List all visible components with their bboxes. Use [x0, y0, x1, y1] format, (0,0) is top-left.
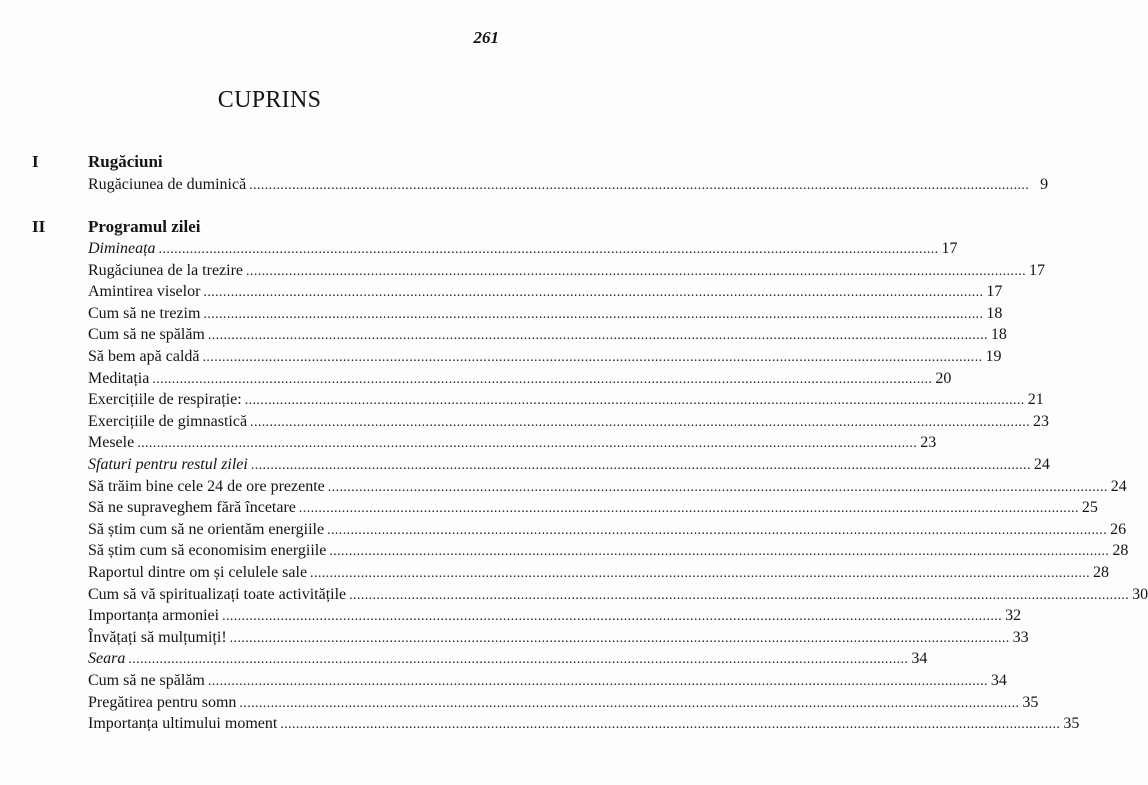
- entry-title: Să știm cum să economisim energiile: [88, 542, 327, 560]
- entry-page-number: 17: [986, 283, 1003, 301]
- dot-leader: ........................................................................................................................................................................................................: [222, 609, 1003, 625]
- entry-title: Importanța ultimului moment: [88, 715, 278, 733]
- entry-page-number: 23: [1033, 412, 1050, 430]
- toc-entry: [88, 176, 1049, 198]
- entry-title: Raportul dintre om și celulele sale: [88, 564, 308, 581]
- entry-title: Cum să ne spălăm: [88, 326, 205, 344]
- dot-leader: ........................................................................................................................................................................................................: [229, 630, 1010, 646]
- dot-leader: ........................................................................................................................................................................................................: [327, 522, 1108, 538]
- entry-page-number: 18: [986, 304, 1003, 322]
- entry-page-number: 26: [1110, 520, 1127, 538]
- toc-entry: [88, 304, 1003, 327]
- toc-entry: [88, 499, 1098, 521]
- dot-leader: ........................................................................................................................................................................................................: [207, 674, 988, 689]
- toc-entry: [88, 715, 1080, 737]
- entry-page-number: 23: [920, 434, 937, 452]
- entry-page-number: 28: [1093, 564, 1110, 581]
- entry-title: Rugăciunea de duminică: [88, 176, 247, 193]
- toc-entry: [88, 434, 937, 456]
- dot-leader: ........................................................................................................................................................................................................: [327, 479, 1108, 495]
- toc-entry: [88, 542, 1129, 564]
- entry-title: Să ne supraveghem fără încetare: [88, 499, 296, 517]
- dot-leader: ........................................................................................................................................................................................................: [249, 178, 1030, 193]
- toc-entry: [88, 456, 1050, 478]
- page-number: 261: [473, 28, 499, 47]
- entry-title: Exercițiile de respirație:: [88, 391, 242, 409]
- entry-page-number: 33: [1012, 628, 1029, 646]
- entry-title: Învățați să mulțumiți!: [88, 628, 227, 646]
- dot-leader: ........................................................................................................................................................................................................: [239, 695, 1020, 711]
- toc-entry: [88, 520, 1127, 543]
- entry-page-number: 30: [1132, 585, 1148, 603]
- entry-page-number: 34: [911, 650, 928, 668]
- entry-page-number: 19: [985, 348, 1002, 365]
- dot-leader: ........................................................................................................................................................................................................: [152, 371, 933, 387]
- dot-leader: ........................................................................................................................................................................................................: [158, 242, 939, 257]
- dot-leader: ........................................................................................................................................................................................................: [280, 717, 1061, 733]
- dot-leader: ........................................................................................................................................................................................................: [128, 652, 909, 668]
- entry-title: Importanța armoniei: [88, 607, 220, 625]
- toc-entry: [88, 261, 1046, 284]
- dot-leader: ........................................................................................................................................................................................................: [202, 350, 983, 365]
- dot-leader: ........................................................................................................................................................................................................: [329, 544, 1110, 560]
- dot-leader: ........................................................................................................................................................................................................: [250, 458, 1031, 473]
- toc-entry: [88, 585, 1148, 608]
- entry-title: Să știm cum să ne orientăm energiile: [88, 520, 325, 538]
- dot-leader: ........................................................................................................................................................................................................: [137, 436, 918, 452]
- section-numeral: I: [32, 152, 39, 171]
- toc-entry: [88, 628, 1029, 651]
- entry-title: Să trăim bine cele 24 de ore prezente: [88, 477, 325, 495]
- entry-title: Meditația: [88, 369, 150, 387]
- section-heading: Rugăciuni: [88, 152, 163, 171]
- entry-title: Rugăciunea de la trezire: [88, 261, 244, 279]
- entry-title: Amintirea viselor: [88, 283, 201, 301]
- dot-leader: ........................................................................................................................................................................................................: [203, 285, 984, 301]
- toc-entry: [88, 326, 1007, 348]
- entry-title: Sfaturi pentru restul zilei: [88, 456, 248, 473]
- toc-entry: [88, 348, 1002, 370]
- entry-page-number: 32: [1005, 607, 1022, 625]
- entry-page-number: 35: [1022, 693, 1039, 711]
- dot-leader: ........................................................................................................................................................................................................: [310, 566, 1091, 581]
- entry-page-number: 35: [1063, 715, 1080, 733]
- toc-entry: [88, 283, 1003, 305]
- toc-entry: [88, 650, 928, 672]
- entry-page-number: 17: [941, 240, 958, 257]
- entry-page-number: 24: [1110, 477, 1127, 495]
- dot-leader: ........................................................................................................................................................................................................: [349, 587, 1130, 603]
- dot-leader: ........................................................................................................................................................................................................: [207, 328, 988, 344]
- toc-entry: [88, 564, 1110, 586]
- dot-leader: ........................................................................................................................................................................................................: [203, 306, 984, 322]
- dot-leader: ........................................................................................................................................................................................................: [250, 414, 1031, 430]
- entry-title: Exercițiile de gimnastică: [88, 412, 248, 430]
- entry-title: Pregătirea pentru somn: [88, 693, 237, 711]
- entry-page-number: 9: [1040, 176, 1049, 193]
- entry-page-number: 18: [990, 326, 1007, 344]
- toc-entry: [88, 672, 1007, 694]
- section-numeral: II: [32, 217, 46, 236]
- entry-page-number: 34: [990, 672, 1007, 689]
- entry-title: Cum să vă spiritualizați toate activitățile: [88, 585, 347, 603]
- toc-entry: [88, 240, 958, 262]
- entry-page-number: 28: [1112, 542, 1129, 560]
- entry-title: Mesele: [88, 434, 135, 452]
- toc-title: CUPRINS: [217, 87, 322, 113]
- toc-entry: [88, 391, 1044, 413]
- toc-entry: [88, 693, 1039, 716]
- section-heading: Programul zilei: [88, 217, 201, 236]
- entry-page-number: 25: [1081, 499, 1098, 517]
- toc-entry: [88, 412, 1050, 435]
- dot-leader: ........................................................................................................................................................................................................: [244, 393, 1025, 409]
- dot-leader: ........................................................................................................................................................................................................: [298, 501, 1079, 517]
- toc-entry: [88, 477, 1127, 500]
- toc-entry: [88, 607, 1022, 629]
- entry-page-number: 21: [1027, 391, 1044, 409]
- entry-title: Cum să ne spălăm: [88, 672, 205, 689]
- dot-leader: ........................................................................................................................................................................................................: [246, 263, 1027, 279]
- entry-title: Cum să ne trezim: [88, 304, 201, 322]
- toc-entry: [88, 369, 952, 392]
- entry-page-number: 20: [935, 369, 952, 387]
- entry-title: Seara: [88, 650, 126, 668]
- entry-title: Să bem apă caldă: [88, 348, 200, 365]
- entry-page-number: 17: [1029, 261, 1046, 279]
- entry-page-number: 24: [1033, 456, 1050, 473]
- entry-title: Dimineața: [88, 240, 156, 257]
